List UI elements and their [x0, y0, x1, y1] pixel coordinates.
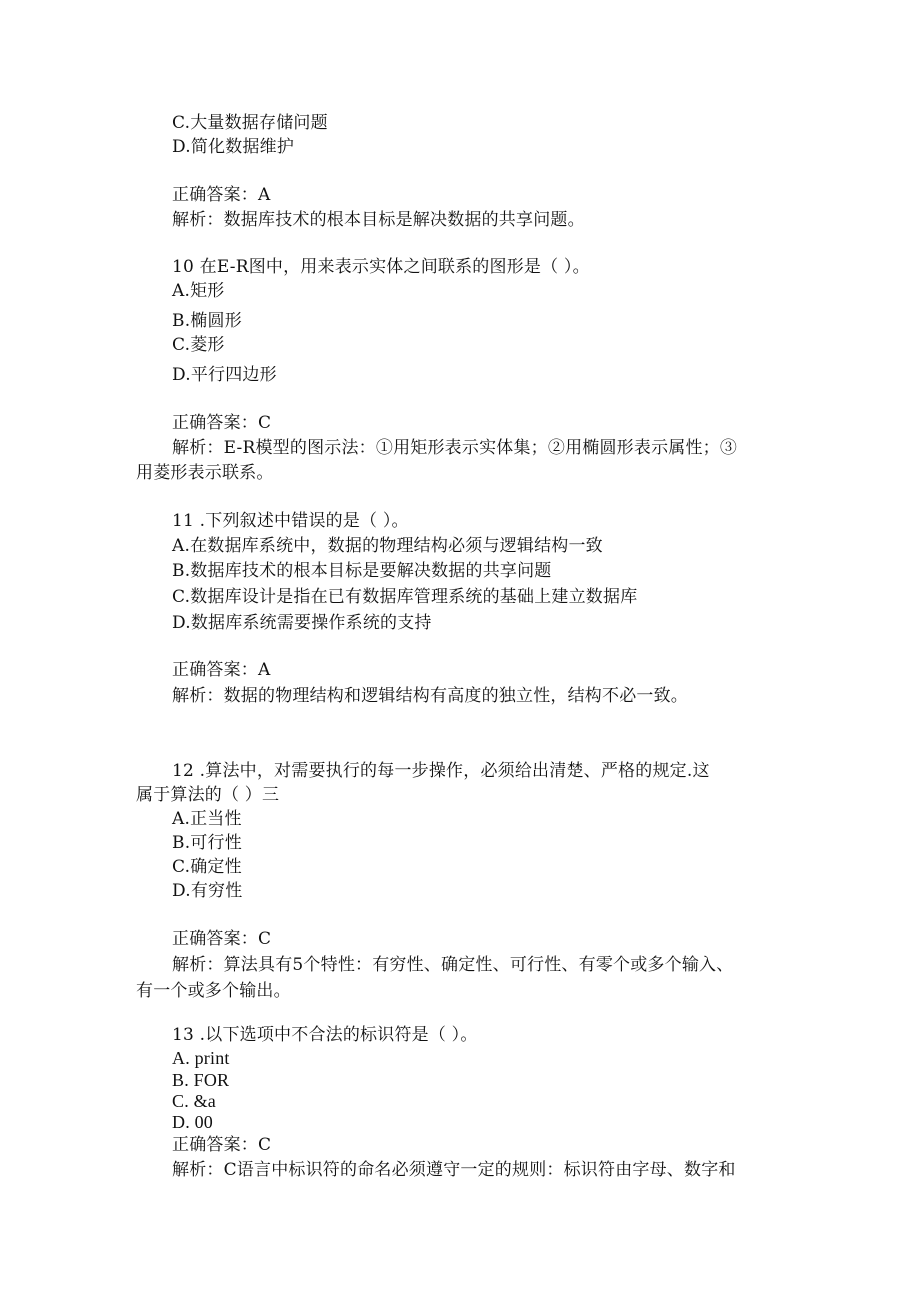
q9-analysis: 解析：数据库技术的根本目标是解决数据的共享问题。: [172, 210, 585, 230]
q9-option-d: D.简化数据维护: [172, 137, 295, 157]
q12-stem-line-1: 12 .算法中，对需要执行的每一步操作，必须给出清楚、严格的规定.这: [172, 761, 710, 781]
q12-analysis-line-1: 解析：算法具有5个特性：有穷性、确定性、可行性、有零个或多个输入、: [172, 955, 734, 975]
q13-stem: 13 .以下选项中不合法的标识符是（ ）。: [172, 1025, 478, 1045]
q12-option-d: D.有穷性: [172, 881, 243, 901]
q12-option-c: C.确定性: [172, 857, 242, 877]
q12-analysis-line-2: 有一个或多个输出。: [136, 981, 291, 1001]
q11-option-d: D.数据库系统需要操作系统的支持: [172, 613, 432, 633]
q10-option-b: B.椭圆形: [172, 311, 242, 331]
q13-answer: 正确答案：C: [172, 1135, 272, 1155]
q12-stem-line-2: 属于算法的（ ）三: [136, 785, 280, 805]
q10-option-a: A.矩形: [172, 281, 225, 301]
q13-option-d: D. 00: [172, 1112, 213, 1132]
q13-option-a: A. print: [172, 1048, 230, 1068]
q11-analysis: 解析：数据的物理结构和逻辑结构有高度的独立性，结构不必一致。: [172, 686, 688, 706]
q11-answer: 正确答案：A: [172, 660, 271, 680]
q10-option-c: C.菱形: [172, 335, 225, 355]
q10-option-d: D.平行四边形: [172, 365, 277, 385]
q13-option-b: B. FOR: [172, 1070, 230, 1090]
q11-option-b: B.数据库技术的根本目标是要解决数据的共享问题: [172, 561, 552, 581]
q11-stem: 11 .下列叙述中错误的是（ ）。: [172, 511, 409, 531]
q9-answer: 正确答案：A: [172, 185, 271, 205]
q10-answer: 正确答案：C: [172, 413, 272, 433]
q11-option-c: C.数据库设计是指在已有数据库管理系统的基础上建立数据库: [172, 587, 638, 607]
q11-option-a: A.在数据库系统中，数据的物理结构必须与逻辑结构一致: [172, 536, 603, 556]
q13-analysis: 解析：C语言中标识符的命名必须遵守一定的规则：标识符由字母、数字和: [172, 1160, 736, 1180]
q12-option-b: B.可行性: [172, 833, 242, 853]
q10-analysis-line-1: 解析：E-R模型的图示法：①用矩形表示实体集；②用椭圆形表示属性；③: [172, 438, 738, 458]
q10-stem: 10 在E-R图中，用来表示实体之间联系的图形是（ ）。: [172, 257, 590, 277]
q10-analysis-line-2: 用菱形表示联系。: [136, 463, 274, 483]
q12-option-a: A.正当性: [172, 809, 242, 829]
q9-option-c: C.大量数据存储问题: [172, 113, 328, 133]
q13-option-c: C. &a: [172, 1091, 216, 1111]
q12-answer: 正确答案：C: [172, 929, 272, 949]
